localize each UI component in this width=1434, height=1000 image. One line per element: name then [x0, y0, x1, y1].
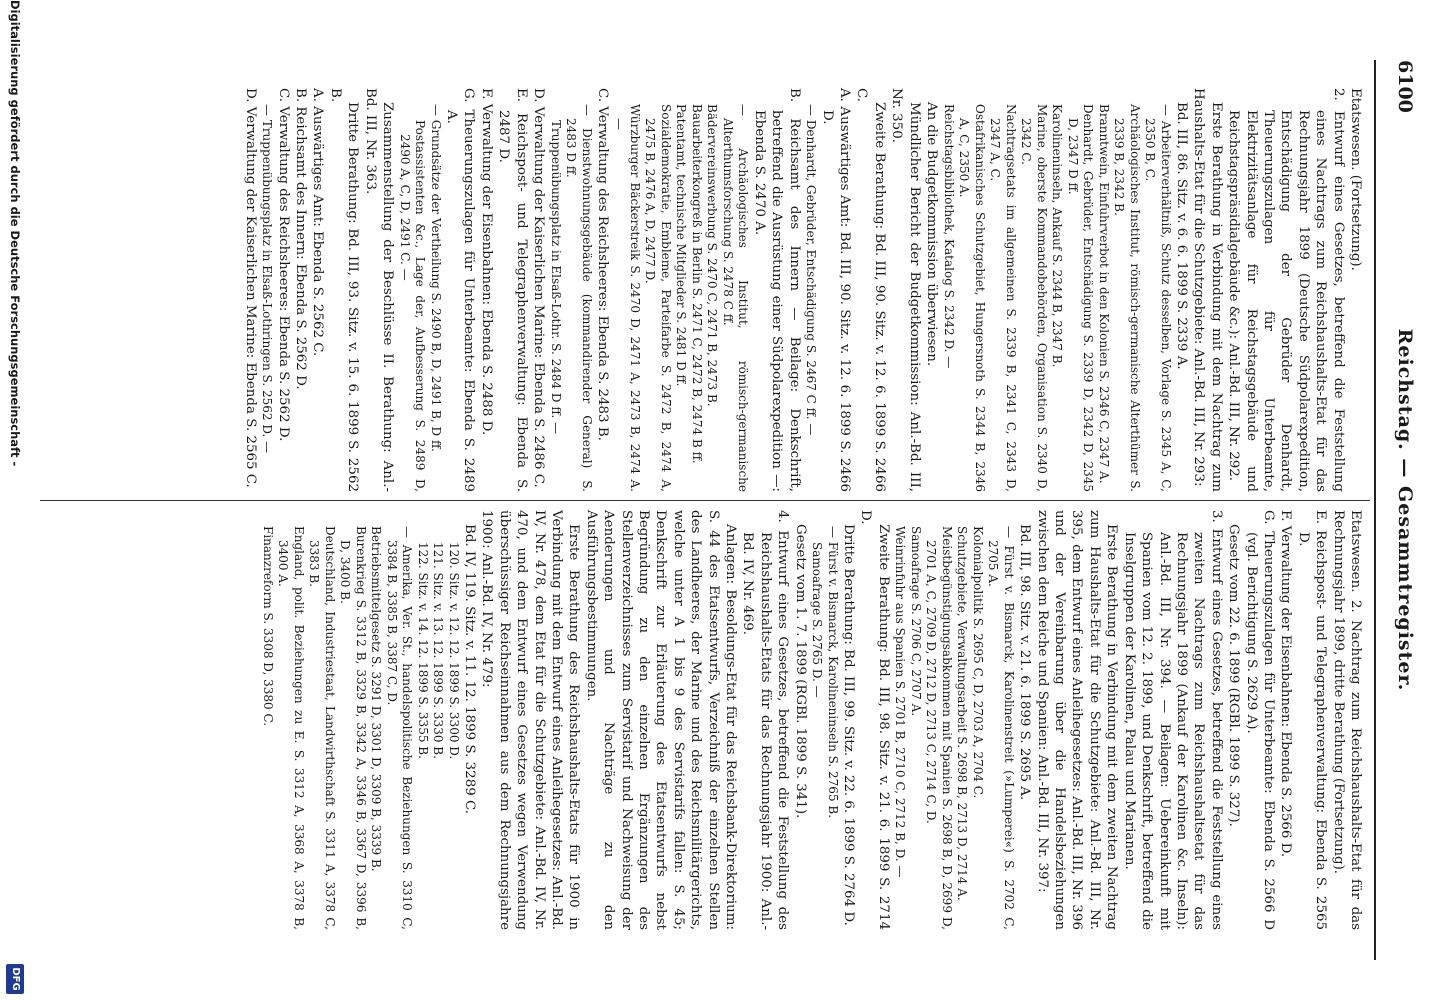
left-column-entry: Würzburger Bäckerstreik S. 2470 D, 2471 A, 2473 B, 2474 A. —: [612, 104, 642, 492]
left-column-entry: Ostafrikanisches Schutzgebiet, Hungersnoth S. 2344 B, 2346 A, C, 2350 A.: [957, 104, 987, 492]
right-column-entry: 4. Entwurf eines Gesetzes, betreffend die Feststellung des Reichshaushalts-Etats für das Rechnungsjahr 1900: Anl.-Bd. IV, Nr. 469.: [740, 510, 791, 930]
left-column-entry: Nachtragsetats im allgemeinen S. 2339 B, 2341 C, 2343 D, 2347 A, C.: [988, 104, 1018, 492]
page-header: [1382, 60, 1416, 960]
right-column-entry: Burenkrieg S. 3312 B, 3329 B, 3342 A, 3346 B, 3367 D, 3396 B, D, 3400 B.: [338, 526, 368, 930]
left-column-entry: — Dienstwohnungsgebäude (kommandirender General) S. 2483 D ff.: [564, 104, 594, 492]
left-column-entry: A. Auswärtiges Amt: Ebenda S. 2562 C.: [310, 88, 326, 357]
left-column-entry: Karolineninseln, Ankauf S. 2344 B, 2347 B.: [1050, 104, 1065, 368]
right-column-entry: Finanzreform S. 3308 D, 3380 C.: [260, 526, 275, 727]
left-column-entry: 2. Entwurf eines Gesetzes, betreffend die Feststellung eines Nachtrags zum Reichshaushalts-Etat für das Rechnungsjahr 1899 (Deutsche Südpolarexpedition, Entschädigung der Gebrüder Denhardt, Theuerungszulagen für Unterbeamte, Elektrizitätsanlage für Reichstagsgebäude und Reichstagspräsidialgebäude &c.): Anl.-Bd. III, Nr. 292.: [1226, 88, 1346, 492]
right-column-entry: Erste Berathung des Reichshaushalts-Etats für 1900 in Verbindung mit dem Entwurf eines Anleihegesetzes: Anl.-Bd. IV, Nr. 478, dem Etat für die Schutzgebiete: Anl.-Bd. IV, Nr. 470, und dem Entwurf eines Gesetzes wegen Verwendung überschüssiger Reichseinnahmen aus dem Rechnungsjahre 1900: Anl.-Bd. IV, Nr. 479:: [479, 510, 582, 930]
left-column-entry: C. Verwaltung des Reichsheeres: Ebenda S. 2562 D.: [275, 88, 291, 442]
right-column-entry: Samoafrage S. 2765 D. —: [810, 542, 825, 698]
left-column-entry: Marine, oberste Kommandobehörden, Organisation S. 2340 D, 2342 C.: [1019, 104, 1049, 492]
page-footer: [2, 0, 24, 1000]
page-number: 6100: [1394, 60, 1416, 113]
left-column-entry: Sozialdemokratie, Embleme, Parteifarbe S. 2472 B, 2474 A, 2475 B, 2476 A, D, 2477 D.: [643, 104, 673, 492]
right-column-entry: G. Theuerungszulagen für Unterbeamte: Ebenda S. 2566 D (vgl. Berichtigung S. 2629 A).: [1243, 510, 1276, 930]
right-column-entry: Betriebsmittelgesetz S. 3291 D, 3301 D, 3309 B, 3339 B.: [369, 526, 384, 872]
dfg-logo: DFG: [6, 964, 24, 994]
left-column-entry: F. Verwaltung der Eisenbahnen: Ebenda S. 2488 D.: [478, 88, 494, 436]
left-column-entry: E. Reichspost- und Telegraphenverwaltung: Ebenda S. 2487 D.: [496, 88, 529, 492]
right-column-entry: 120. Sitz. v. 12. 12. 1899 S. 3300 D.: [446, 542, 461, 760]
running-title: Reichstag. — Gesammtregister.: [1394, 328, 1416, 692]
right-column-entry: Bd. IV, 119. Sitz. v. 11. 12. 1899 S. 3289 C.: [461, 524, 477, 815]
left-column-entry: G. Theuerungszulagen für Unterbeamte: Ebenda S. 2489 A.: [444, 88, 477, 492]
left-column-entry: Bd. III, 86. Sitz. v. 6. 6. 1899 S. 2339 A.: [1173, 102, 1189, 370]
left-column-entry: Truppenübungsplatz in Elsaß-Lothr. S. 2484 D ff. —: [548, 120, 563, 435]
left-column-entry: D. Verwaltung der Kaiserlichen Marine: Ebenda S. 2565 C.: [242, 88, 258, 488]
right-column-entry: 3. Entwurf eines Gesetzes, betreffend die Feststellung eines zweiten Nachtrags zum Reichshaushaltsetat für das Rechnungsjahr 1899 (Ankauf der Karolinen &c. Inseln): Anl.-Bd. III, Nr. 394. — Beilagen: Uebereinkunft mit Spanien vom 12. 2. 1899, und Denkschrift, betreffend die Inselgruppen der Karolinen, Palau und Marianen.: [1121, 510, 1224, 930]
left-column-entry: Zweite Berathung: Bd. III, 90. Sitz. v. 12. 6. 1899 S. 2466 C.: [854, 88, 887, 492]
left-column-entry: Archäologisches Institut, römisch-germanische Alterthümer S. 2339 B, 2342 B.: [1112, 104, 1142, 492]
left-column-entry: Denhardt, Gebrüder, Entschädigung S. 2339 D, 2342 D, 2345 D, 2347 D ff.: [1065, 104, 1096, 492]
header-rule: [1374, 60, 1376, 960]
left-column-entry: — Truppenübungsplatz in Elsaß-Lothringen S. 2562 D. —: [260, 104, 275, 454]
left-column-entry: D. Verwaltung der Kaiserlichen Marine: Ebenda S. 2486 C.: [531, 88, 547, 488]
left-column-entry: A. Auswärtiges Amt: Bd. III, 90. Sitz. v. 12. 6. 1899 S. 2466 D.: [819, 88, 852, 492]
left-column-entry: Mündlicher Bericht der Budgetkommission: Anl.-Bd. III, Nr. 350.: [889, 88, 922, 492]
left-column-entry: Patentamt, technische Mitglieder S. 2481 D ff.: [674, 104, 689, 387]
right-column-entry: England, polit. Beziehungen zu E. S. 3312 A, 3368 A, 3378 B, 3400 A.: [276, 526, 306, 930]
left-column-entry: — Archäologisches Institut, römisch-germanische Alterthumsforschung S. 2478 C ff.: [720, 104, 751, 492]
left-column-entry: Postassistenten &c., Lage der, Aufbesserung S. 2489 D, 2490 A, C, D, 2491 C. —: [397, 120, 428, 492]
digitization-credit: Digitalisierung gefördert durch die Deutsche Forschungsgemeinschaft -: [8, 0, 22, 467]
left-column-entry: Dritte Berathung: Bd. III, 93. Sitz. v. 15. 6. 1899 S. 2562 B.: [327, 88, 361, 492]
right-column: [259, 510, 1364, 930]
right-column-entry: Meistbegünstigungsabkommen mit Spanien S. 2698 B, D, 2699 D, 2701 A, C, 2709 D, 2712 D, 2713 C, 2714 C, D.: [924, 526, 954, 930]
left-column-entry: Bädervereinswerbung S. 2470 C, 2471 B, 2473 B.: [705, 104, 720, 407]
right-column-entry: Erste Berathung in Verbindung mit dem zweiten Nachtrag zum Haushalts-Etat für die Schutzgebiete: Anl.-Bd. III, Nr. 395, dem Entwurf eines Anleihegesetzes: Anl.-Bd. III, Nr. 396 und der Vereinbarung über die Handelsbeziehungen zwischen dem Reiche und Spanien: Anl.-Bd. III, Nr. 397:: [1034, 510, 1120, 930]
right-column-entry: Weinrinfuhr aus Spanien S. 2701 B, 2710 C, 2712 B, D. —: [893, 526, 908, 878]
right-column-entry: Schutzgebiete, Verwaltungsarbeit S. 2698 B, 2713 D, 2714 A.: [955, 526, 970, 901]
right-column-entry: Gesetz vom 1. 7. 1899 (RGBl. 1899 S. 341).: [792, 524, 808, 819]
left-column-entry: — Denhardt, Gebrüder, Entschädigung S. 2467 C ff. —: [804, 104, 819, 436]
left-column-entry: Branntwein, Einfuhrverbot in den Kolonien S. 2346 C, 2347 A.: [1096, 104, 1111, 484]
right-column-entry: — Amerika, Ver. St., handelspolitische Beziehungen S. 3310 C, 3384 B, 3385 B, 3387 C, D.: [384, 526, 415, 930]
right-column-entry: Zweite Berathung: Bd. III, 98. Sitz. v. 21. 6. 1899 S. 2714 D.: [858, 510, 891, 930]
right-column-entry: Dritte Berathung: Bd. III, 99. Sitz. v. 22. 6. 1899 S. 2764 D.: [841, 524, 857, 926]
right-column-entry: F. Verwaltung der Eisenbahnen: Ebenda S. 2566 D.: [1278, 510, 1294, 858]
right-column-entry: Kolonialpolitik S. 2695 C, D, 2703 A, 2704 C.: [970, 526, 985, 799]
left-column-entry: Bauarbeiterkongreß in Berlin S. 2471 C, 2472 B, 2474 B ff.: [689, 104, 704, 464]
left-column: [241, 88, 1364, 492]
left-column-entry: Reichstagsbibliothek, Katalog S. 2342 D. —: [941, 104, 956, 369]
right-column-entry: 121. Sitz. v. 13. 12. 1899 S. 3330 B.: [431, 542, 446, 759]
left-column-entry: — Arbeiterverhältniß, Schutz desselben, Vorlage S. 2345 A, C, 2350 B, C.: [1143, 104, 1173, 492]
left-column-entry: C. Verwaltung des Reichsheeres: Ebenda S. 2483 B.: [594, 88, 610, 441]
right-column-entry: Anlagen: Besoldungs-Etat für das Reichsbank-Direktorium: S. 44 des Etatsentwurfs, Verzeichniß der einzelnen Stellen des Landheeres, der Marine und des Reichsmilitärgerichts, welche unter A 1 bis 9 des Servistarifs fallen: S. 45; Denkschrift zur Erläuterung des Etatsentwurfs nebst Begründung zu den einzelnen Ergänzungen des Stellenverzeichnisses zum Servistarif und Nachweisung der Aenderungen und Nachträge zu den Ausführungsbestimmungen.: [583, 510, 739, 930]
right-column-entry: 122. Sitz. v. 14. 12. 1899 S. 3355 B.: [415, 542, 430, 759]
left-column-entry: Zusammenstellung der Beschlüsse II. Berathung: Anl.-Bd. III, Nr. 363.: [362, 88, 396, 492]
left-column-entry: B. Reichsamt des Innern: Ebenda S. 2562 D.: [293, 88, 309, 390]
left-column-entry: An die Budgetkommission überwiesen.: [924, 102, 940, 367]
left-column-entry: — Grundsätze der Vertheilung S. 2490 B, D, 2491 B, D ff.: [428, 104, 443, 452]
right-column-entry: — Fürst v. Bismarck, Karolineninseln S. 2765 B.: [825, 526, 840, 819]
right-column-entry: Etatswesen. 2. Nachtrag zum Reichshaushalts-Etat für das Rechnungsjahr 1899, dritte Berathung (Fortsetzung).: [1330, 510, 1363, 930]
left-column-entry: Erste Berathung in Verbindung mit dem Nachtrag zum Haushalts-Etat für die Schutzgebiete: Anl.-Bd. III, Nr. 293:: [1191, 88, 1224, 492]
right-column-entry: Bd. III, 98. Sitz. v. 21. 6. 1899 S. 2695 A.: [1017, 524, 1033, 801]
right-column-entry: Samoafrage S. 2706 C, 2707 A.: [908, 526, 923, 717]
left-column-entry: B. Reichsamt des Innern — Beilage: Denkschrift, betreffend die Ausrüstung einer Südpolarexpedition —: Ebenda S. 2470 A.: [751, 88, 802, 492]
right-column-entry: Gesetz vom 22. 6. 1899 (RGBl. 1899 S. 327).: [1226, 524, 1242, 827]
right-column-entry: Deutschland, Industriestaat, Landwirthschaft S. 3311 A, 3378 C, 3383 B.: [307, 526, 337, 930]
left-column-entry: Etatswesen. (Fortsetzung).: [1348, 88, 1363, 271]
column-divider: [40, 500, 1370, 501]
right-column-entry: E. Reichspost- und Telegraphenverwaltung: Ebenda S. 2565 D.: [1295, 510, 1329, 930]
right-column-entry: — Fürst v. Bismarck, Karolinenstreit (»Lumperei«) S. 2702 C, 2705 A.: [986, 526, 1016, 930]
